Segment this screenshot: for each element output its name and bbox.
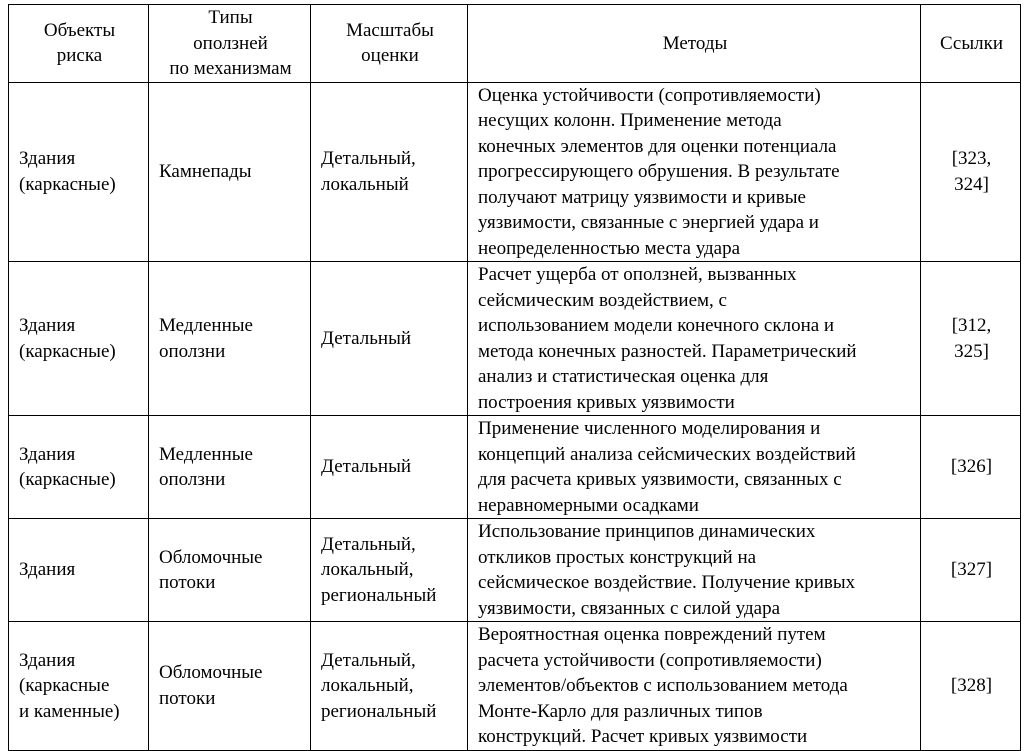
table-header-row (9, 5, 1021, 83)
cell-landslide-type: Камнепады (149, 82, 311, 262)
table-row (9, 416, 1021, 519)
cell-method: Использование принципов динамических откликов простых конструкций на сейсмическое воздействие. Получение кривых уязвимости, связанных с силой удара (468, 519, 921, 622)
cell-method: Вероятностная оценка повреждений путем расчета устойчивости (сопротивляемости) элементов/объектов с использованием метода Монте-Карло для различных типов конструкций. Расчет кривых уязвимости (468, 622, 921, 751)
risk-methods-table (8, 4, 1021, 751)
cell-reference: [328] (921, 622, 1021, 751)
cell-assessment-scale: Детальный (311, 416, 468, 519)
header-landslide-types: Типы оползней по механизмам (149, 5, 311, 83)
table-row (9, 262, 1021, 416)
cell-risk-object: Здания (каркасные) (9, 82, 149, 262)
cell-reference: [323, 324] (921, 82, 1021, 262)
header-assessment-scales: Масштабы оценки (311, 5, 468, 83)
header-methods: Методы (468, 5, 921, 83)
cell-landslide-type: Медленные оползни (149, 416, 311, 519)
cell-risk-object: Здания (каркасные) (9, 262, 149, 416)
header-references: Ссылки (921, 5, 1021, 83)
cell-assessment-scale: Детальный, локальный, региональный (311, 519, 468, 622)
cell-method: Оценка устойчивости (сопротивляемости) несущих колонн. Применение метода конечных элементов для оценки потенциала прогрессирующего обрушения. В результате получают матрицу уязвимости и кривые уязвимости, связанные с энергией удара и неопределенностью места удара (468, 82, 921, 262)
cell-assessment-scale: Детальный (311, 262, 468, 416)
cell-landslide-type: Медленные оползни (149, 262, 311, 416)
table-row (9, 622, 1021, 751)
cell-reference: [326] (921, 416, 1021, 519)
cell-risk-object: Здания (каркасные) (9, 416, 149, 519)
table-row (9, 82, 1021, 262)
cell-landslide-type: Обломочные потоки (149, 622, 311, 751)
cell-reference: [327] (921, 519, 1021, 622)
table-row (9, 519, 1021, 622)
cell-landslide-type: Обломочные потоки (149, 519, 311, 622)
cell-assessment-scale: Детальный, локальный, региональный (311, 622, 468, 751)
cell-method: Расчет ущерба от оползней, вызванных сейсмическим воздействием, с использованием модели конечного склона и метода конечных разностей. Параметрический анализ и статистическая оценка для построения кривых уязвимости (468, 262, 921, 416)
header-risk-objects: Объекты риска (9, 5, 149, 83)
cell-assessment-scale: Детальный, локальный (311, 82, 468, 262)
cell-method: Применение численного моделирования и концепций анализа сейсмических воздействий для расчета кривых уязвимости, связанных с неравномерными осадками (468, 416, 921, 519)
cell-reference: [312, 325] (921, 262, 1021, 416)
cell-risk-object: Здания (каркасные и каменные) (9, 622, 149, 751)
cell-risk-object: Здания (9, 519, 149, 622)
